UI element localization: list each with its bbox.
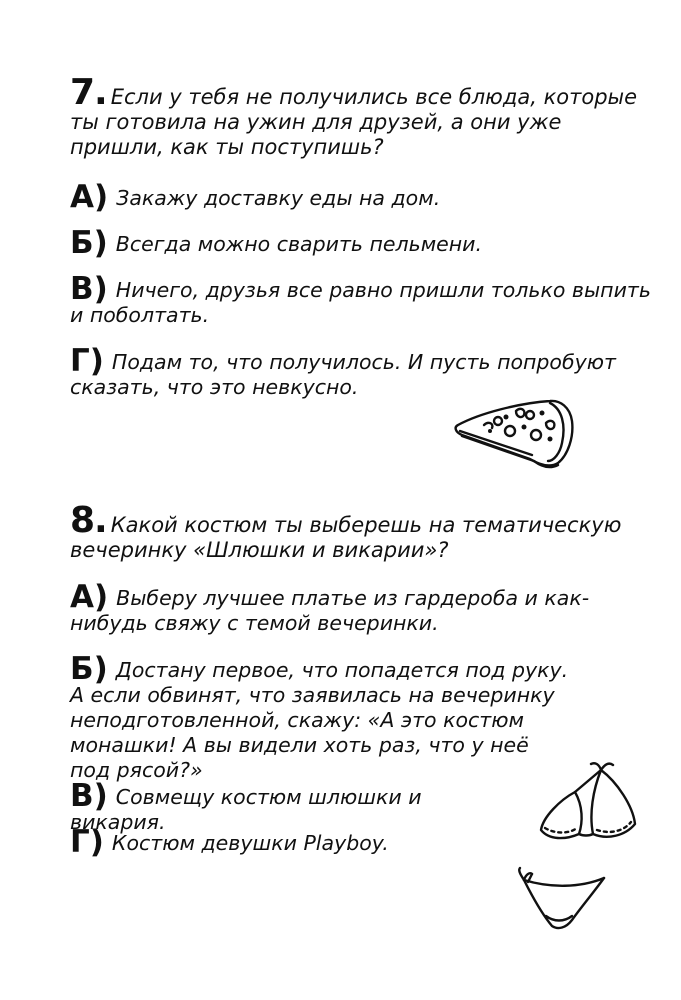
question-7 bbox=[70, 72, 650, 160]
q8-option-b bbox=[70, 651, 570, 783]
q7-option-b bbox=[70, 225, 655, 261]
option-letter: В) bbox=[70, 778, 108, 814]
q8-option-d bbox=[70, 824, 510, 860]
q7-option-a bbox=[70, 179, 655, 215]
option-letter: Г) bbox=[70, 824, 104, 860]
question-number: 7. bbox=[70, 72, 107, 113]
option-letter: Б) bbox=[70, 651, 108, 687]
question-text: Какой костюм ты выберешь на тематическую вечеринку «Шлюшки и викарии»? bbox=[70, 513, 622, 562]
option-letter: А) bbox=[70, 579, 109, 615]
question-text: Если у тебя не получились все блюда, которые ты готовила на ужин для друзей, а они уже пришли, как ты поступишь? bbox=[70, 85, 638, 159]
q7-option-d bbox=[70, 343, 655, 400]
question-number: 8. bbox=[70, 500, 107, 541]
option-letter: Б) bbox=[70, 225, 108, 261]
option-letter: В) bbox=[70, 271, 108, 307]
option-text: Костюм девушки Playboy. bbox=[111, 831, 389, 855]
option-text: Ничего, друзья все равно пришли только выпить и поболтать. bbox=[70, 278, 651, 327]
question-8 bbox=[70, 500, 650, 563]
option-text: Совмещу костюм шлюшки и викария. bbox=[70, 785, 422, 834]
option-text: Подам то, что получилось. И пусть попробуют сказать, что это невкусно. bbox=[70, 350, 616, 399]
option-text: Закажу доставку еды на дом. bbox=[116, 186, 441, 210]
bra-icon bbox=[535, 762, 645, 862]
option-text: Достану первое, что попадется под руку. А если обвинят, что заявилась на вечеринку неподготовленной, скажу: «А это костюм монашки! А вы видели хоть раз, что у неё под рясой?» bbox=[70, 658, 569, 782]
option-letter: А) bbox=[70, 179, 109, 215]
q8-option-a bbox=[70, 579, 655, 636]
pizza-slice-icon bbox=[450, 395, 580, 475]
option-letter: Г) bbox=[70, 343, 104, 379]
q7-option-c bbox=[70, 271, 655, 328]
panties-icon bbox=[510, 866, 610, 936]
option-text: Выберу лучшее платье из гардероба и как-нибудь свяжу с темой вечеринки. bbox=[70, 586, 590, 635]
option-text: Всегда можно сварить пельмени. bbox=[115, 232, 483, 256]
